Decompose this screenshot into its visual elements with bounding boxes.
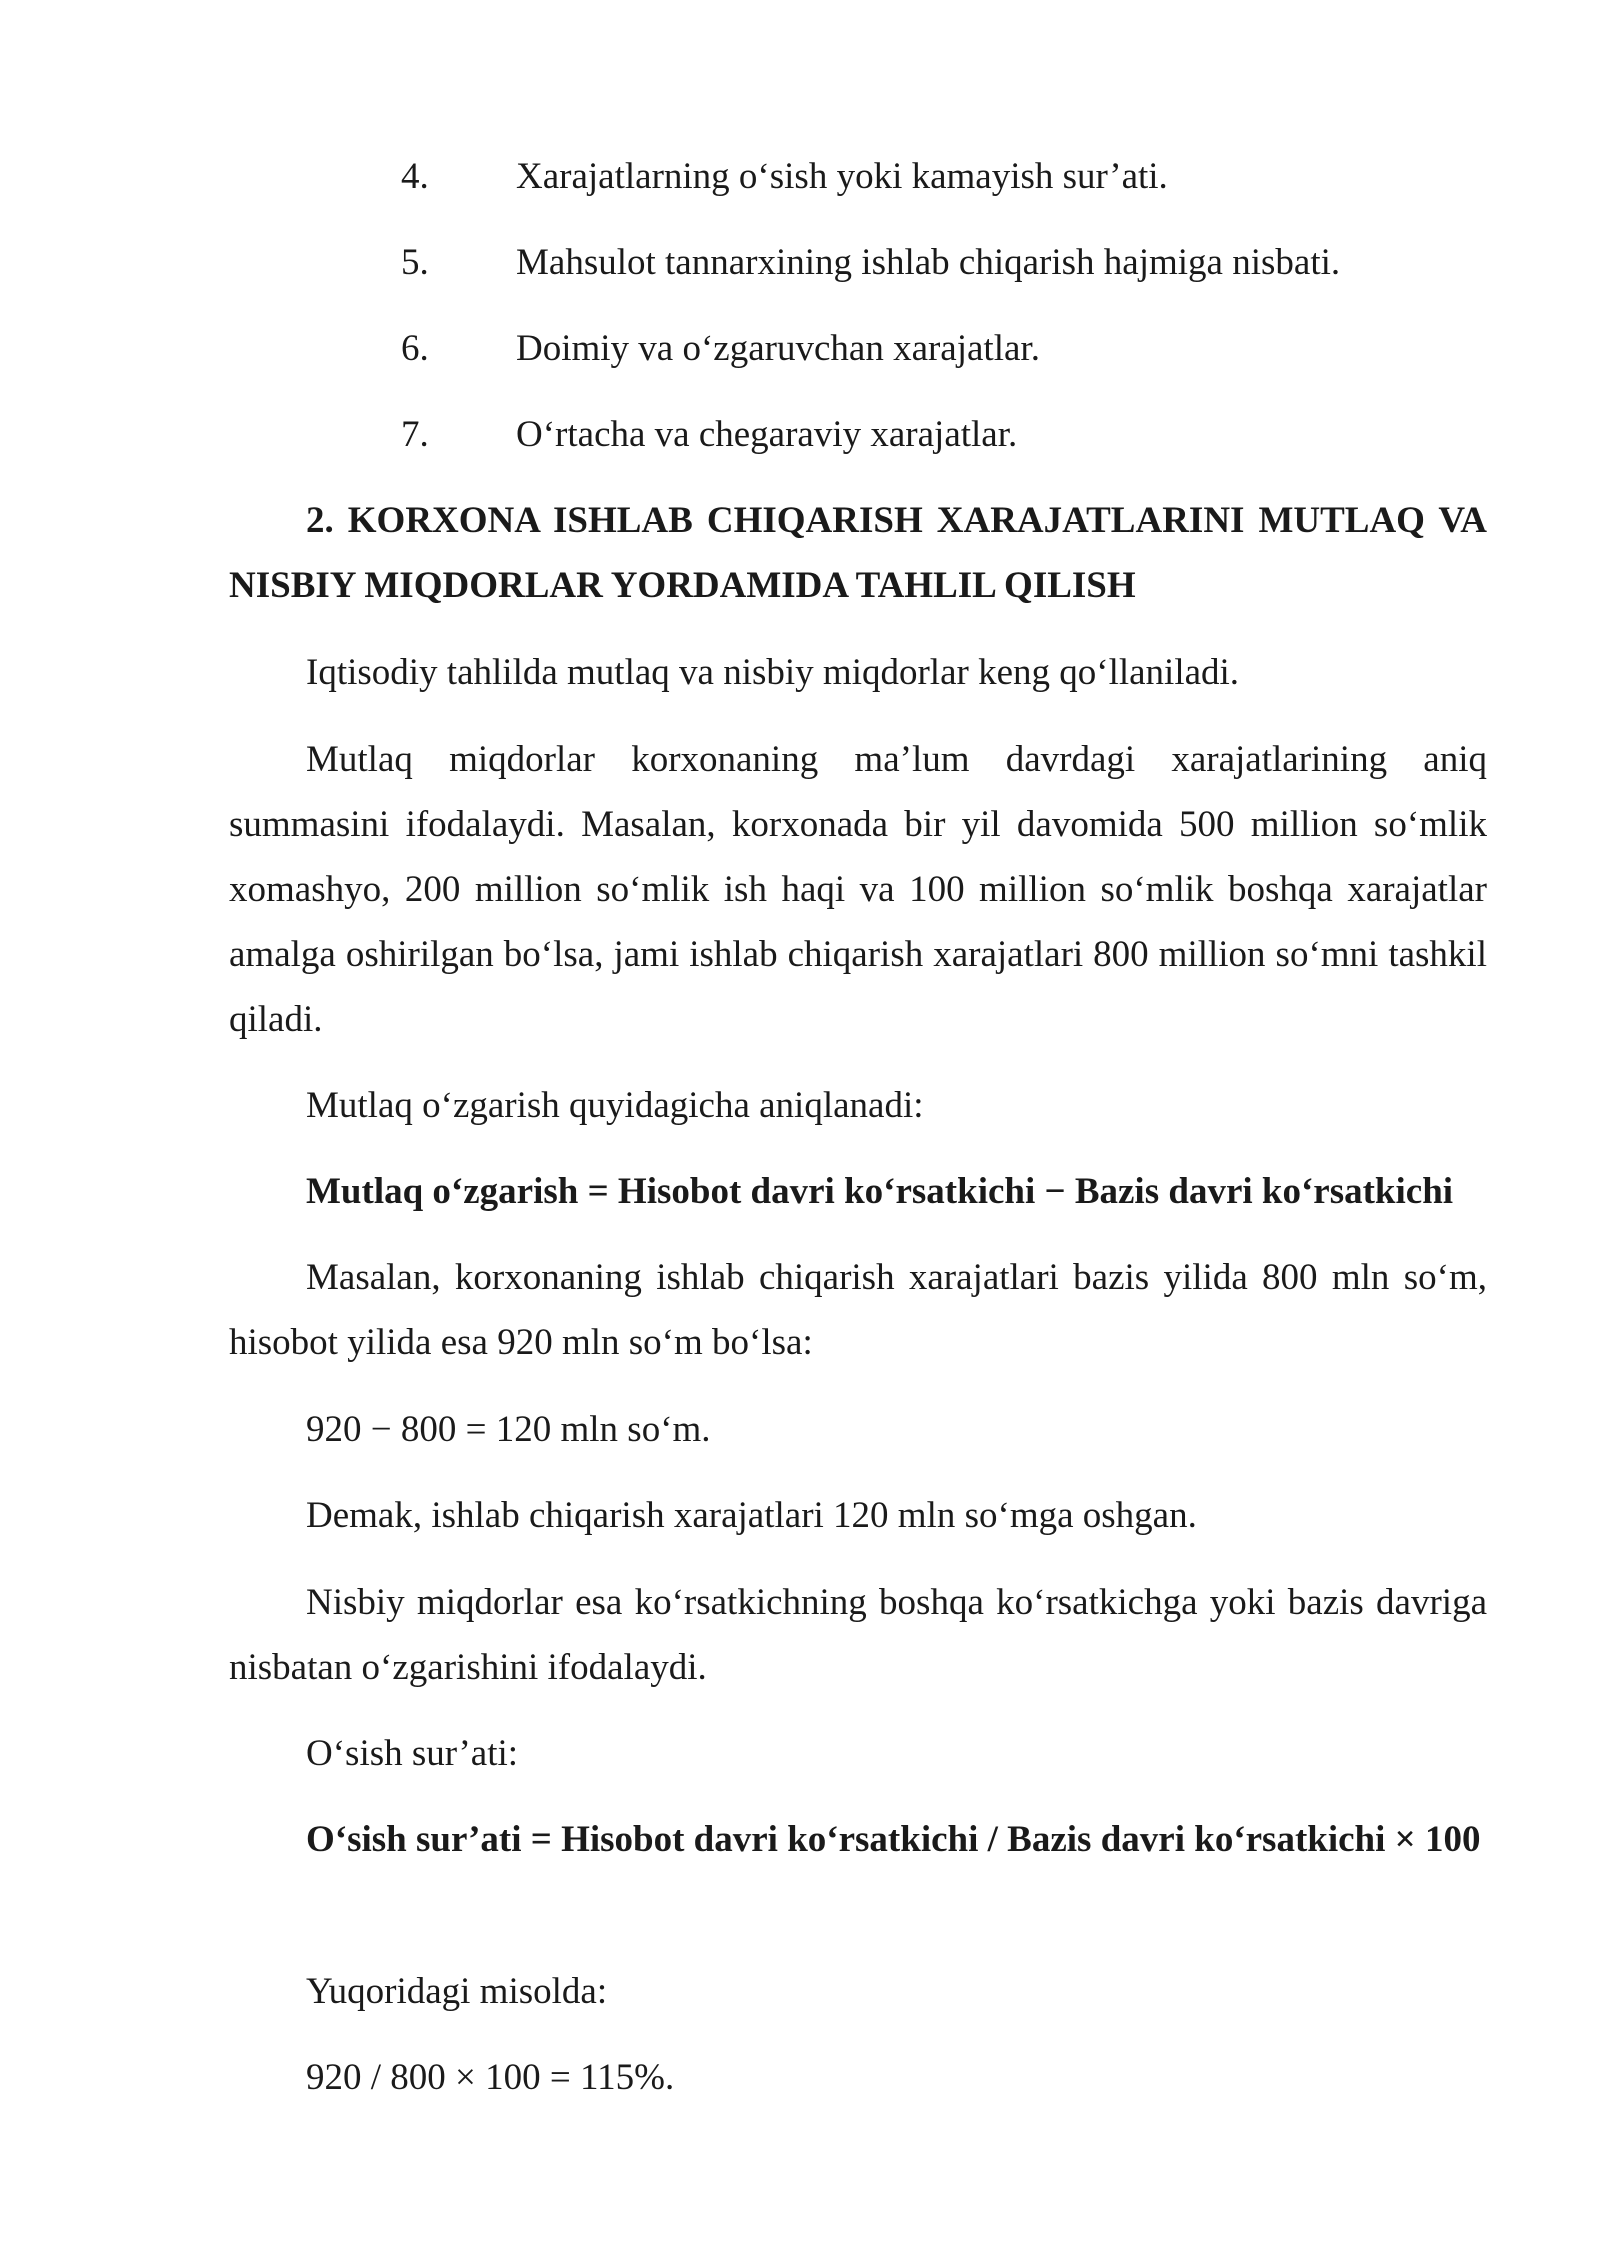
formula: O‘sish sur’ati = Hisobot davri ko‘rsatkichi / Bazis davri ko‘rsatkichi × 100: [306, 1819, 1481, 1860]
paragraph: Demak, ishlab chiqarish xarajatlari 120 mln so‘mga oshgan.: [306, 1495, 1197, 1536]
paragraph: Mutlaq miqdorlar korxonaning ma’lum davrdagi xarajatlarining aniq summasini ifodalaydi. Masalan, korxonada bir yil davomida 500 million so‘mlik xomashyo, 200 million so‘mlik ish haqi va 100 million so‘mlik boshqa xarajatlar amalga oshirilgan bo‘lsa, jami ishlab chiqarish xarajatlari 800 million so‘mni tashkil qiladi.: [229, 739, 1487, 1040]
list-item: [401, 316, 1040, 381]
list-item-text: Doimiy va o‘zgaruvchan xarajatlar.: [516, 328, 1040, 369]
paragraph: 920 / 800 × 100 = 115%.: [306, 2057, 675, 2098]
paragraph: Yuqoridagi misolda:: [306, 1971, 608, 2012]
list-item-text: Xarajatlarning o‘sish yoki kamayish sur’ati.: [516, 156, 1168, 197]
paragraph: Masalan, korxonaning ishlab chiqarish xarajatlari bazis yilida 800 mln so‘m, hisobot yilida esa 920 mln so‘m bo‘lsa:: [229, 1257, 1487, 1363]
list-item-number: 5.: [401, 242, 429, 283]
list-item: [401, 144, 1168, 209]
paragraph: Mutlaq o‘zgarish quyidagicha aniqlanadi:: [306, 1085, 924, 1126]
paragraph: Iqtisodiy tahlilda mutlaq va nisbiy miqdorlar keng qo‘llaniladi.: [306, 652, 1240, 693]
list-item: [401, 230, 1340, 295]
list-item-number: 7.: [401, 414, 429, 455]
paragraph: Nisbiy miqdorlar esa ko‘rsatkichning boshqa ko‘rsatkichga yoki bazis davriga nisbatan o‘zgarishini ifodalaydi.: [229, 1582, 1487, 1688]
paragraph: 920 − 800 = 120 mln so‘m.: [306, 1409, 711, 1450]
list-item-number: 4.: [401, 156, 429, 197]
list-item-text: Mahsulot tannarxining ishlab chiqarish hajmiga nisbati.: [516, 242, 1341, 283]
section-heading: 2. KORXONA ISHLAB CHIQARISH XARAJATLARINI MUTLAQ VA NISBIY MIQDORLAR YORDAMIDA TAHLIL QILISH: [229, 500, 1487, 606]
formula: Mutlaq o‘zgarish = Hisobot davri ko‘rsatkichi − Bazis davri ko‘rsatkichi: [306, 1171, 1454, 1212]
list-item: [401, 402, 1017, 467]
list-item-text: O‘rtacha va chegaraviy xarajatlar.: [516, 414, 1018, 455]
list-item-number: 6.: [401, 328, 429, 369]
paragraph: O‘sish sur’ati:: [306, 1733, 519, 1774]
